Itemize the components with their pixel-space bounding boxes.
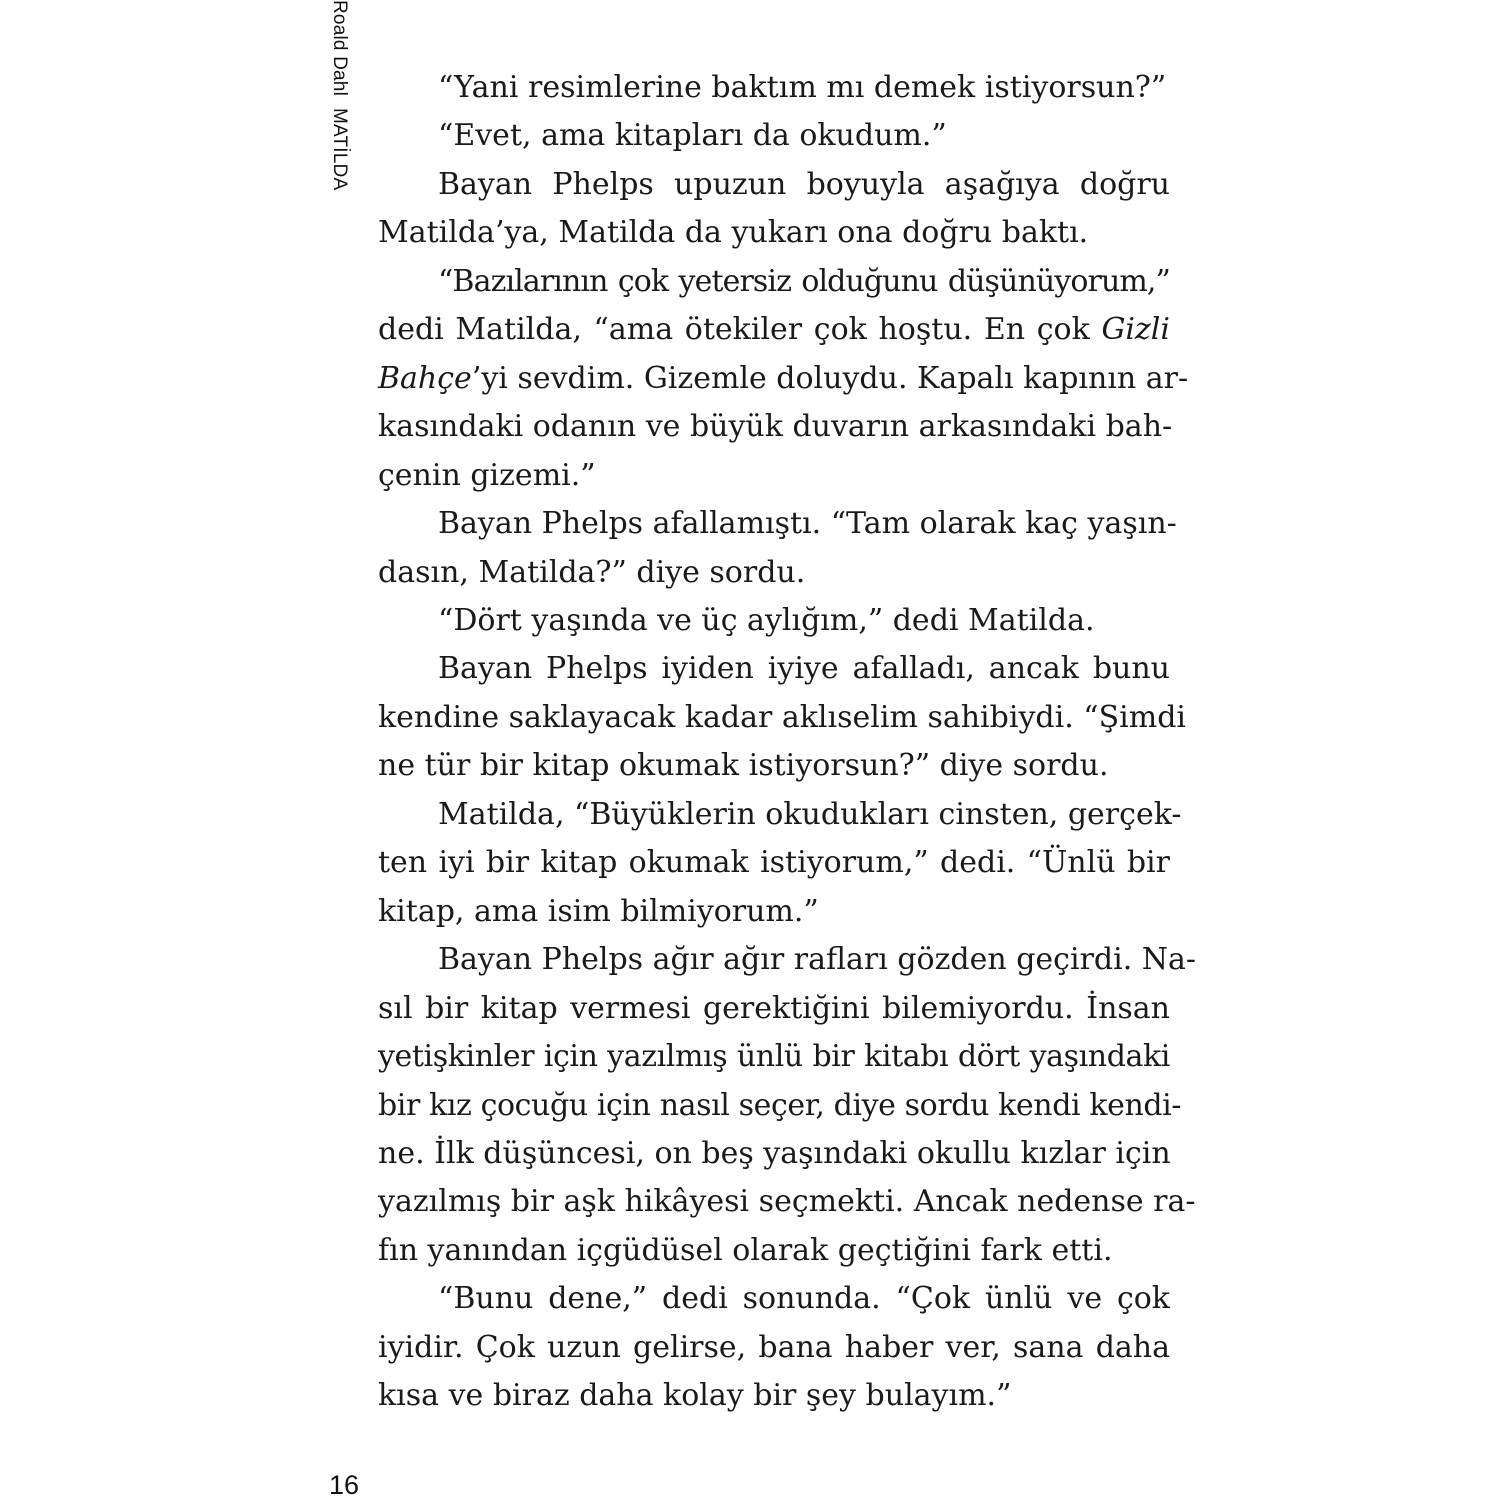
text-line: çenin gizemi.” (378, 457, 596, 493)
text-line: kendine saklayacak kadar aklıselim sahibiydi. “Şimdi (378, 699, 1186, 735)
text-line: “Yani resimlerine baktım mı demek istiyorsun?” (438, 70, 1167, 105)
text-line: Bayan Phelps afallamıştı. “Tam olarak kaç yaşın- (438, 506, 1177, 542)
running-head (326, 0, 350, 210)
book-title-part: Bahçe (378, 360, 472, 396)
text-line: Matilda’ya, Matilda da yukarı ona doğru baktı. (378, 215, 1089, 251)
text-line: kasındaki odanın ve büyük duvarın arkasındaki bah- (378, 409, 1173, 445)
text-line: dasın, Matilda?” diye sordu. (378, 554, 806, 590)
text-line: ne tür bir kitap okumak istiyorsun?” diye sordu. (378, 748, 1109, 784)
text-line: kısa ve biraz daha kolay bir şey bulayım.” (378, 1378, 1012, 1414)
text-line: “Dört yaşında ve üç aylığım,” dedi Matilda. (438, 602, 1095, 638)
text-line (378, 355, 1189, 403)
text-line: Bayan Phelps upuzun boyuyla aşağıya doğru (438, 166, 1170, 202)
page-number: 16 (329, 1470, 360, 1500)
text-line: bir kız çocuğu için nasıl seçer, diye sordu kendi kendi- (378, 1087, 1182, 1123)
text-line: yetişkinler için yazılmış ünlü bir kitabı dört yaşındaki (378, 1039, 1170, 1075)
text-line: kitap, ama isim bilmiyorum.” (378, 893, 819, 929)
text-line: Bayan Phelps ağır ağır rafları gözden geçirdi. Na- (438, 942, 1197, 978)
body-text (378, 64, 1197, 1421)
running-head-author: Roald Dahl (329, 0, 350, 96)
running-head-text (328, 0, 350, 190)
text-line: sıl bir kitap vermesi gerektiğini bilemiyordu. İnsan (378, 990, 1170, 1026)
text-line (378, 306, 1170, 354)
text-line: iyidir. Çok uzun gelirse, bana haber ver, sana daha (378, 1329, 1170, 1365)
text-line: “Bazılarının çok yetersiz olduğunu düşünüyorum,” (438, 263, 1170, 299)
text-fragment: dedi Matilda, “ama ötekiler çok hoştu. En çok (378, 312, 1090, 348)
text-line: ten iyi bir kitap okumak istiyorum,” dedi. “Ünlü bir (378, 845, 1170, 881)
text-line: “Bunu dene,” dedi sonunda. “Çok ünlü ve çok (438, 1281, 1170, 1317)
text-line: Bayan Phelps iyiden iyiye afalladı, ancak bunu (438, 651, 1170, 687)
book-title-part: Gizli (1101, 312, 1170, 348)
text-fragment: ’yi sevdim. Gizemle doluydu. Kapalı kapının ar- (471, 360, 1189, 396)
text-line: yazılmış bir aşk hikâyesi seçmekti. Ancak nedense ra- (378, 1184, 1196, 1220)
text-line: ne. İlk düşüncesi, on beş yaşındaki okullu kızlar için (378, 1135, 1171, 1171)
text-line: “Evet, ama kitapları da okudum.” (438, 118, 947, 154)
text-line: Matilda, “Büyüklerin okudukları cinsten, gerçek- (438, 796, 1182, 832)
running-head-title: MATİLDA (329, 108, 350, 191)
text-line: fın yanından içgüdüsel olarak geçtiğini fark etti. (378, 1232, 1113, 1268)
